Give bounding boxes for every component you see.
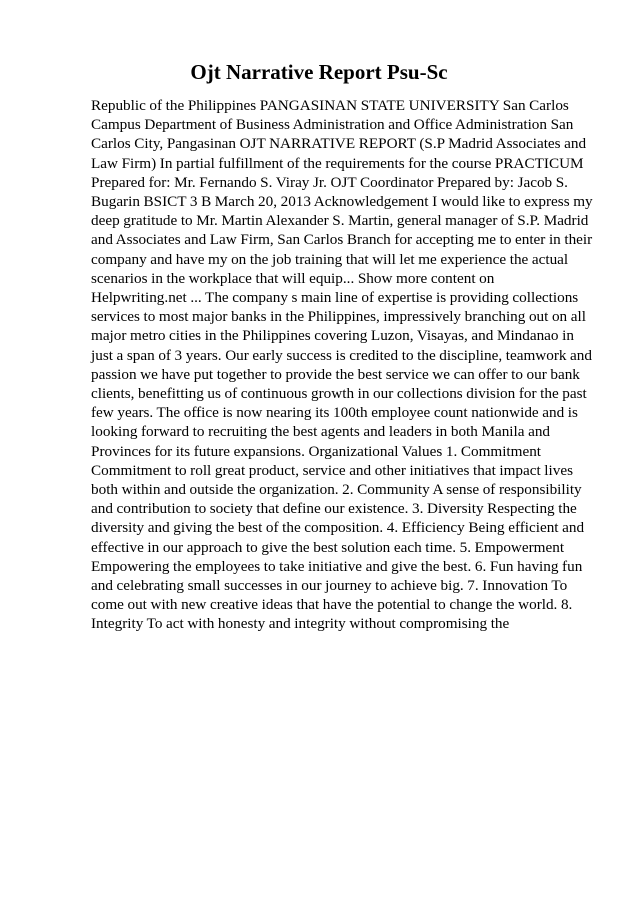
document-body: Republic of the Philippines PANGASINAN STATE UNIVERSITY San Carlos Campus Department of Business Administration and Office Administration San Carlos City, Pangasinan OJT NARRATIVE REPORT (S.P Madrid Associates and Law Firm) In partial fulfillment of the requirements for the course PRACTICUM Prepared for: Mr. Fernando S. Viray Jr. OJT Coordinator Prepared by: Jacob S. Bugarin BSICT 3 B March 20, 2013 Acknowledgement I would like to express my deep gratitude to Mr. Martin Alexander S. Martin, general manager of S.P. Madrid and Associates and Law Firm, San Carlos Branch for accepting me to enter in their company and have my on the job training that will let me experience the actual scenarios in the workplace that will equip... Show more content on Helpwriting.net ... The company s main line of expertise is providing collections services to most major banks in the Philippines, impressively branching out on all major metro cities in the Philippines covering Luzon, Visayas, and Mindanao in just a span of 3 years. Our early success is credited to the discipline, teamwork and passion we have put together to provide the best service we can offer to our bank clients, benefitting us of continuous growth in our collections division for the past few years. The office is now nearing its 100th employee count nationwide and is looking forward to recruiting the best agents and leaders in both Manila and Provinces for its future expansions. Organizational Values 1. Commitment Commitment to roll great product, service and other initiatives that impact lives both within and outside the organization. 2. Community A sense of responsibility and contribution to society that define our existence. 3. Diversity Respecting the diversity and giving the best of the composition. 4. Efficiency Being efficient and effective in our approach to give the best solution each time. 5. Empowerment Empowering the employees to take initiative and give the best. 6. Fun having fun and celebrating small successes in our journey to achieve big. 7. Innovation To come out with new creative ideas that have the potential to change the world. 8. Integrity To act with honesty and integrity without compromising the xyxy=(91,97,593,633)
document-title: Ojt Narrative Report Psu-Sc xyxy=(190,60,448,84)
